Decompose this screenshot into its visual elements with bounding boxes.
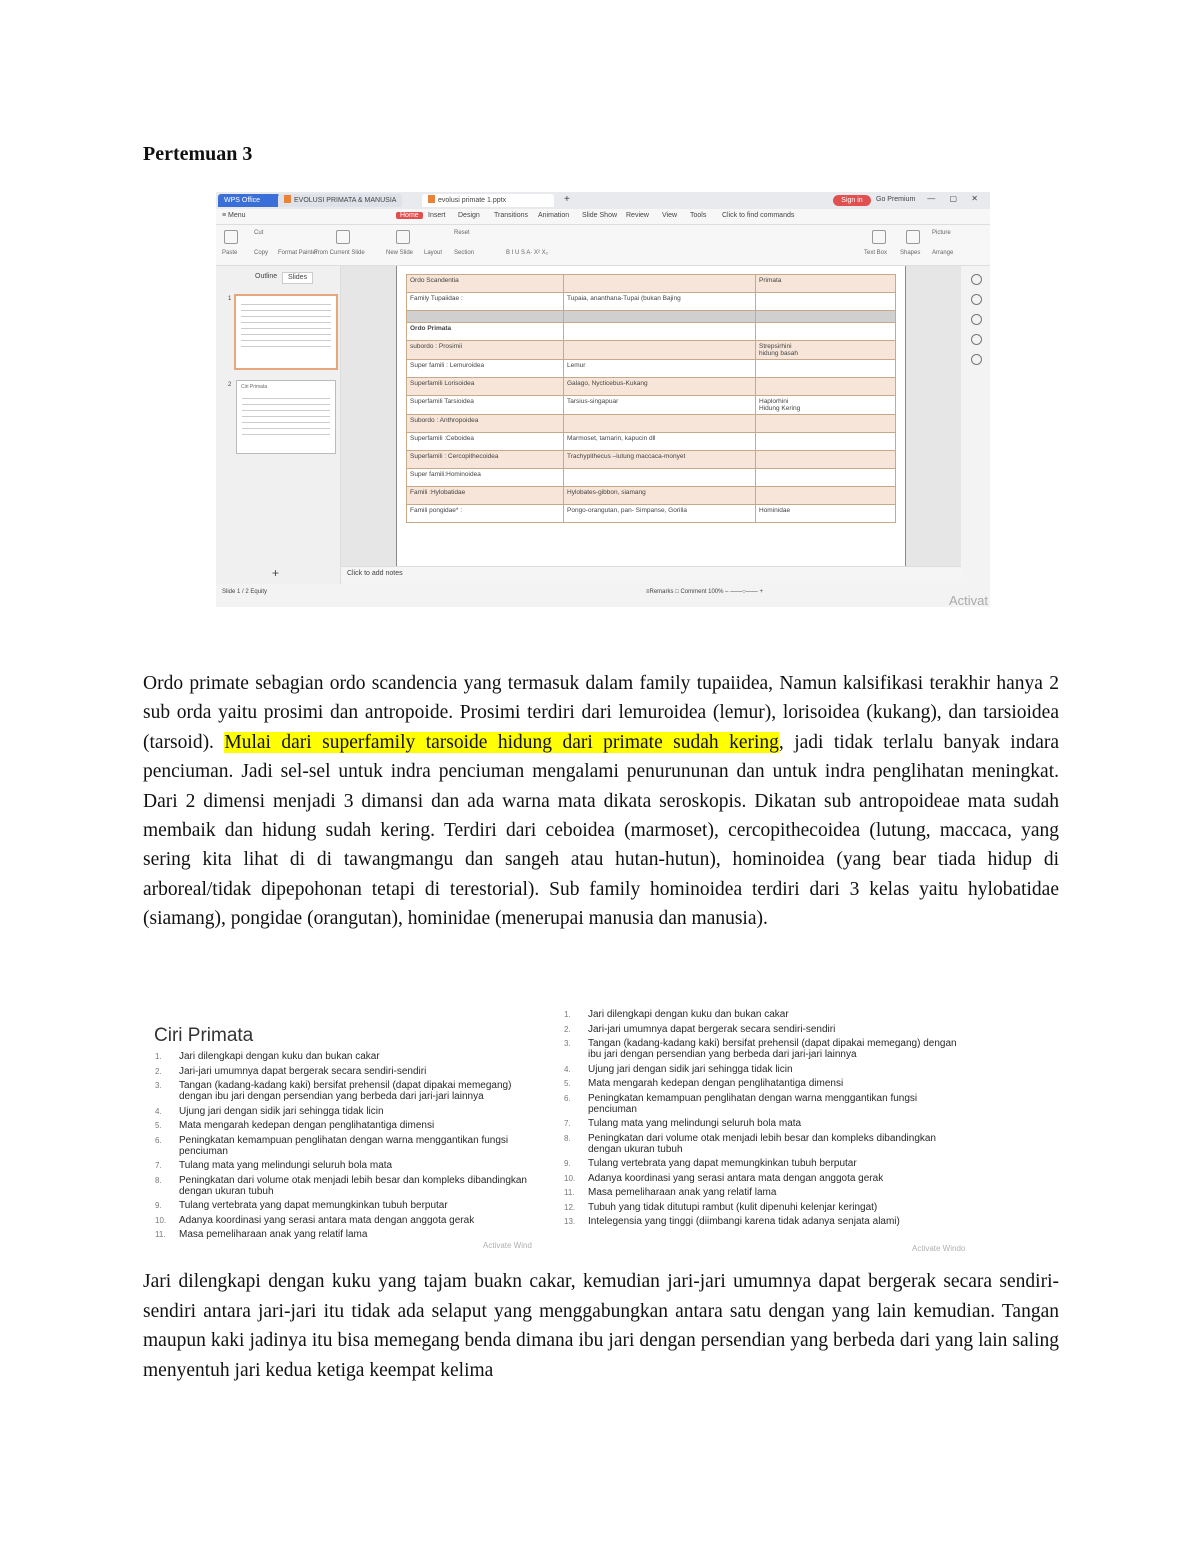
- list-text: Peningkatan dari volume otak menjadi lebih besar dan kompleks dibandingkan dengan ukuran tubuh: [179, 1174, 527, 1197]
- list-item: [155, 1066, 540, 1077]
- tool-icon[interactable]: [971, 354, 982, 365]
- list-text: Jari dilengkapi dengan kuku dan bukan cakar: [179, 1051, 380, 1062]
- list-text: Jari-jari umumnya dapat bergerak secara sendiri-sendiri: [588, 1023, 836, 1035]
- ciri-primata-image-right: [560, 1008, 968, 1256]
- list-number: 12.: [564, 1202, 576, 1212]
- list-item: [155, 1229, 540, 1240]
- thumb-title: Ciri Primata: [241, 384, 268, 390]
- new-tab-plus-icon[interactable]: +: [564, 194, 570, 205]
- list-text: Adanya koordinasi yang serasi antara mata dengan anggota gerak: [179, 1214, 475, 1226]
- list-number: 9.: [155, 1201, 162, 1210]
- slide-number: 1: [228, 296, 232, 302]
- list-text: Ujung jari dengan sidik jari sehingga tidak licin: [588, 1063, 793, 1075]
- activate-watermark: Activate Wind: [483, 1241, 532, 1250]
- table-cell: Lemur: [564, 360, 756, 378]
- list-number: 2.: [155, 1066, 162, 1076]
- tool-icon[interactable]: [971, 314, 982, 325]
- menu-bar: [216, 209, 990, 225]
- list-number: 3.: [564, 1039, 571, 1048]
- table-row: [407, 360, 896, 378]
- ciri-list: [564, 1009, 964, 1231]
- page-heading: Pertemuan 3: [143, 143, 253, 165]
- font-format-icons[interactable]: B I U S A· X² X₂: [506, 250, 549, 256]
- table-row: [407, 415, 896, 433]
- table-cell: Hylobates-gibbon, siamang: [564, 487, 756, 505]
- menu-transitions[interactable]: Transitions: [494, 212, 528, 219]
- paragraph-jari: Jari dilengkapi dengan kuku yang tajam buakn cakar, kemudian jari-jari umumnya dapat bergerak secara sendiri-sendiri antara jari-jari itu tidak ada selaput yang menggabungkan antara satu dengan yang lain kemudian. Tangan maupun kaki jadinya itu bisa memegang benda dimana ibu jari dengan persendian yang berbeda dari yang lain saling menyentuh jari kedua ketiga keempat kelima: [143, 1271, 1059, 1381]
- tool-icon[interactable]: [971, 294, 982, 305]
- list-item: [155, 1135, 540, 1157]
- paragraph-text: , jadi tidak terlalu banyak indara penciuman. Jadi sel-sel untuk indra penciuman mengalami penurununan dan untuk indra penglihatan meningkat. Dari 2 dimensi menjadi 3 dimansi dan ada warna mata dikata seroskopis. Dikatan sub antropoideae mata sudah membaik dan hidung sudah kering. Terdiri dari ceboidea (marmoset), cercopithecoidea (lutung, maccaca, yang sering kita lihat di di tawangmangu dan sangeh atau hutan-hutun), hominoidea (yang bear tiada hidup di arboreal/tidak dipepohonan tetapi di terestorial). Sub family hominoidea terdiri dari 3 kelas yaitu hylobatidae (siamang), pongidae (orangutan), hominidae (menerupai manusia dan manusia).: [143, 731, 1060, 930]
- table-cell: [756, 451, 896, 469]
- document-tab-pptx[interactable]: [422, 194, 554, 207]
- tool-icon[interactable]: [971, 274, 982, 285]
- shapes-icon[interactable]: [906, 230, 920, 244]
- ribbon-label[interactable]: Copy: [254, 250, 269, 256]
- right-toolbar: [962, 266, 990, 591]
- table-cell: Super famili:Hominoidea: [407, 469, 564, 487]
- list-text: Peningkatan dari volume otak menjadi lebih besar dan kompleks dibandingkan dengan ukuran tubuh: [588, 1132, 936, 1155]
- sign-in-button[interactable]: Sign in: [833, 195, 871, 206]
- list-item: [564, 1173, 964, 1184]
- table-cell: Superfamili Lorisoidea: [407, 378, 564, 396]
- slide-canvas: [341, 266, 961, 566]
- table-row: [407, 487, 896, 505]
- table-row: [407, 378, 896, 396]
- text-box-icon[interactable]: [872, 230, 886, 244]
- table-cell: [756, 469, 896, 487]
- tab-label: evolusi primate 1.pptx: [438, 197, 507, 204]
- activate-watermark: Activat: [948, 593, 988, 607]
- table-cell: Subordo : Anthropoidea: [407, 415, 564, 433]
- table-cell: [756, 323, 896, 341]
- list-item: [155, 1080, 540, 1102]
- ciri-title: Ciri Primata: [154, 1025, 254, 1046]
- table-cell: Trachypithecus –lutung maccaca-monyet: [564, 451, 756, 469]
- new-slide-icon[interactable]: [396, 230, 410, 244]
- table-cell: Haplorhini Hidung Kering: [756, 396, 896, 415]
- list-number: 10.: [564, 1173, 576, 1183]
- ribbon-label[interactable]: Format Painter: [278, 250, 318, 256]
- list-item: [155, 1120, 540, 1131]
- table-cell: [564, 341, 756, 360]
- status-bar: [216, 584, 990, 600]
- document-tab-evolusi[interactable]: [278, 194, 402, 207]
- list-number: 1.: [564, 1010, 571, 1019]
- list-number: 7.: [155, 1161, 162, 1170]
- list-item: [155, 1200, 540, 1211]
- list-item: [155, 1160, 540, 1171]
- list-item: [564, 1202, 964, 1213]
- tab-label: EVOLUSI PRIMATA & MANUSIA: [294, 197, 397, 204]
- table-cell: Tarsius-singapuar: [564, 396, 756, 415]
- list-text: Adanya koordinasi yang serasi antara mata dengan anggota gerak: [588, 1172, 884, 1184]
- table-cell: Famili :Hylobatidae: [407, 487, 564, 505]
- list-number: 8.: [155, 1175, 162, 1185]
- list-item: [564, 1024, 964, 1035]
- list-text: Jari-jari umumnya dapat bergerak secara sendiri-sendiri: [179, 1065, 427, 1077]
- table-cell: [756, 311, 896, 323]
- table-row: [407, 275, 896, 293]
- list-number: 6.: [564, 1093, 571, 1103]
- ribbon-toolbar: [216, 225, 990, 266]
- menu-animation[interactable]: Animation: [538, 212, 570, 219]
- list-number: 9.: [564, 1159, 571, 1168]
- list-text: Tulang mata yang melindungi seluruh bola mata: [588, 1118, 802, 1129]
- slide-thumbnail-1[interactable]: [234, 294, 338, 370]
- status-controls[interactable]: ≡Remarks □ Comment 100% – ——○—— +: [646, 589, 763, 595]
- table-cell: [756, 415, 896, 433]
- list-item: [564, 1009, 964, 1020]
- go-premium-button[interactable]: Go Premium: [876, 196, 916, 203]
- list-number: 1.: [155, 1052, 162, 1061]
- ciri-primata-image-left: [143, 1011, 543, 1256]
- ribbon-label[interactable]: Shapes: [900, 250, 921, 256]
- table-row: [407, 323, 896, 341]
- list-text: Ujung jari dengan sidik jari sehingga tidak licin: [179, 1105, 384, 1117]
- list-number: 7.: [564, 1119, 571, 1128]
- paragraph-text: Ordo primate sebagian ordo scandencia yang termasuk dalam family tupaiidea, Namun kalsifikasi terakhir hanya 2 sub orda yaitu prosimi dan antropoide. Prosimi terdiri dari lemuroidea (lemur), lorisoidea (kukang), dan tarsioidea (tarsoid).: [143, 673, 1059, 753]
- table-row: [407, 469, 896, 487]
- table-cell: Superfamili :Ceboidea: [407, 433, 564, 451]
- ribbon-label[interactable]: Text Box: [864, 250, 888, 256]
- ribbon-label[interactable]: Section: [454, 250, 475, 256]
- menu-slide-show[interactable]: Slide Show: [582, 212, 618, 219]
- presentation-screenshot: [216, 192, 990, 607]
- list-number: 5.: [564, 1079, 571, 1088]
- slide-number: 2: [228, 382, 232, 388]
- table-cell: [564, 469, 756, 487]
- list-number: 10.: [155, 1215, 167, 1225]
- list-item: [564, 1118, 964, 1129]
- list-text: Tubuh yang tidak ditutupi rambut (kulit dipenuhi kelenjar keringat): [588, 1201, 878, 1213]
- list-number: 2.: [564, 1024, 571, 1034]
- app-tab-bar: [216, 192, 990, 209]
- list-text: Intelegensia yang tinggi (diimbangi karena tidak adanya senjata alami): [588, 1216, 900, 1227]
- table-cell: subordo : Prosimii: [407, 341, 564, 360]
- list-text: Tulang vertebrata yang dapat memungkinkan tubuh berputar: [588, 1158, 857, 1169]
- table-cell: [564, 311, 756, 323]
- activate-watermark: Activate Windo: [912, 1244, 966, 1253]
- table-cell: [756, 293, 896, 311]
- tool-icon[interactable]: [971, 334, 982, 345]
- menu-view[interactable]: View: [662, 212, 678, 219]
- table-cell: Famili pongidae* :: [407, 505, 564, 523]
- table-cell: Superfamili : Cercopithecoidea: [407, 451, 564, 469]
- doc-icon: [284, 195, 291, 203]
- highlighted-text: Mulai dari superfamily tarsoide hidung dari primate sudah kering: [224, 731, 779, 753]
- wps-office-tab[interactable]: WPS Office: [218, 194, 280, 207]
- table-cell: [756, 487, 896, 505]
- list-item: [564, 1133, 964, 1155]
- table-row: [407, 396, 896, 415]
- list-text: Masa pemeliharaan anak yang relatif lama: [179, 1229, 368, 1240]
- list-item: [155, 1175, 540, 1197]
- list-number: 11.: [155, 1230, 166, 1239]
- list-item: [564, 1216, 964, 1227]
- list-item: [155, 1215, 540, 1226]
- menu-home[interactable]: Home: [396, 212, 423, 219]
- table-cell: Galago, Nycticebus-Kukang: [564, 378, 756, 396]
- slide[interactable]: [396, 266, 906, 566]
- list-number: 5.: [155, 1121, 162, 1130]
- list-text: Tangan (kadang-kadang kaki) bersifat prehensil (dapat dipakai memegang) dengan ibu jari dengan persendian yang berbeda dari jari-jari lainnya: [179, 1080, 512, 1102]
- list-text: Peningkatan kemampuan penglihatan dengan warna menggantikan fungsi penciuman: [179, 1134, 509, 1157]
- list-item: [564, 1078, 964, 1089]
- list-number: 8.: [564, 1133, 571, 1143]
- list-text: Tulang vertebrata yang dapat memungkinkan tubuh berputar: [179, 1200, 448, 1211]
- pptx-icon: [428, 195, 435, 203]
- classification-table: [406, 274, 896, 523]
- list-text: Mata mengarah kedepan dengan penglihatantiga dimensi: [588, 1078, 844, 1089]
- table-cell: Pongo-orangutan, pan- Simpanse, Gorilla: [564, 505, 756, 523]
- table-cell: [564, 323, 756, 341]
- table-cell: Tupaia, ananthana-Tupai (bukan Bajing: [564, 293, 756, 311]
- paste-icon[interactable]: [224, 230, 238, 244]
- table-cell: [564, 275, 756, 293]
- table-cell: Marmoset, tamarin, kapucin dll: [564, 433, 756, 451]
- table-cell: Hominidae: [756, 505, 896, 523]
- ribbon-label[interactable]: New Slide: [386, 250, 414, 256]
- list-item: [564, 1187, 964, 1198]
- table-cell: Superfamili Tarsioidea: [407, 396, 564, 415]
- list-item: [564, 1064, 964, 1075]
- list-number: 4.: [564, 1064, 571, 1074]
- list-item: [155, 1051, 540, 1062]
- list-text: Tulang mata yang melindungi seluruh bola mata: [179, 1160, 393, 1171]
- menu-design[interactable]: Design: [458, 212, 480, 219]
- list-text: Jari dilengkapi dengan kuku dan bukan cakar: [588, 1009, 789, 1020]
- table-row: [407, 433, 896, 451]
- table-cell: [756, 378, 896, 396]
- menu-insert[interactable]: Insert: [428, 212, 446, 219]
- ribbon-label[interactable]: From Current Slide: [314, 250, 365, 256]
- play-icon[interactable]: [336, 230, 350, 244]
- list-text: Peningkatan kemampuan penglihatan dengan warna menggantikan fungsi penciuman: [588, 1092, 918, 1115]
- list-number: 11.: [564, 1188, 575, 1197]
- tab-slides[interactable]: Slides: [282, 272, 313, 284]
- list-item: [564, 1093, 964, 1115]
- paragraph-ordo-primata: [143, 669, 1059, 934]
- table-cell: [564, 415, 756, 433]
- list-number: 4.: [155, 1106, 162, 1116]
- table-row: [407, 451, 896, 469]
- ribbon-label[interactable]: Reset: [454, 230, 470, 236]
- slides-panel: [216, 266, 341, 591]
- table-cell: Family Tupaiidae :: [407, 293, 564, 311]
- table-cell: Super famili : Lemuroidea: [407, 360, 564, 378]
- table-row: [407, 341, 896, 360]
- table-cell: Ordo Primata: [407, 323, 564, 341]
- add-slide-button[interactable]: +: [272, 566, 280, 580]
- slide-count: Slide 1 / 2 Equity: [222, 589, 268, 595]
- list-item: [564, 1038, 964, 1060]
- ribbon-label[interactable]: Picture: [932, 230, 951, 236]
- ribbon-label[interactable]: Arrange: [932, 250, 954, 256]
- table-row: [407, 293, 896, 311]
- table-cell: Ordo Scandentia: [407, 275, 564, 293]
- ribbon-label: Paste: [222, 250, 238, 256]
- menu-review[interactable]: Review: [626, 212, 649, 219]
- list-number: 3.: [155, 1081, 162, 1090]
- table-row: [407, 311, 896, 323]
- list-text: Masa pemeliharaan anak yang relatif lama: [588, 1187, 777, 1198]
- menu-item[interactable]: ≡ Menu: [222, 212, 246, 219]
- list-item: [155, 1106, 540, 1117]
- list-number: 13.: [564, 1217, 576, 1226]
- table-cell: [756, 433, 896, 451]
- ciri-list: [155, 1051, 540, 1244]
- menu-tools[interactable]: Tools: [690, 212, 707, 219]
- window-controls[interactable]: — ▢ ✕: [927, 194, 984, 203]
- table-cell: [407, 311, 564, 323]
- slide-thumbnail-2[interactable]: [236, 380, 336, 454]
- table-cell: Primata: [756, 275, 896, 293]
- ribbon-label[interactable]: Cut: [254, 230, 264, 236]
- command-search[interactable]: Click to find commands: [722, 212, 795, 219]
- list-text: Mata mengarah kedepan dengan penglihatantiga dimensi: [179, 1120, 435, 1131]
- tab-outline[interactable]: Outline: [255, 273, 278, 280]
- list-item: [564, 1158, 964, 1169]
- table-cell: [756, 360, 896, 378]
- ribbon-label[interactable]: Layout: [424, 250, 443, 256]
- list-text: Tangan (kadang-kadang kaki) bersifat prehensil (dapat dipakai memegang) dengan ibu jari dengan persendian yang berbeda dari jari-jari lainnya: [588, 1038, 957, 1060]
- table-row: [407, 505, 896, 523]
- list-number: 6.: [155, 1135, 162, 1145]
- table-cell: Strepsirhini hidung basah: [756, 341, 896, 360]
- notes-area[interactable]: Click to add notes: [341, 566, 961, 580]
